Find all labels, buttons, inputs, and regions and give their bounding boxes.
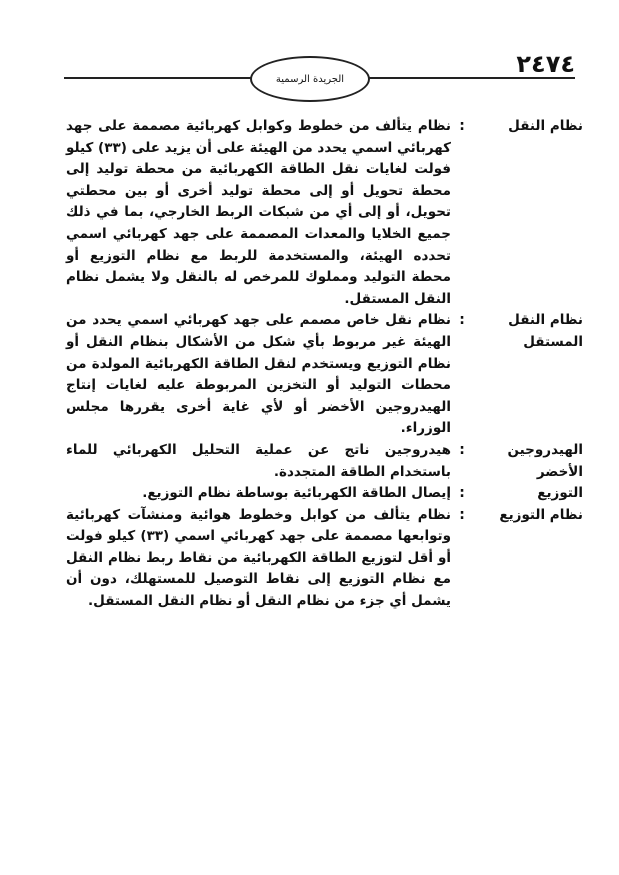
term: التوزيع xyxy=(537,485,583,502)
gazette-title-oval xyxy=(250,56,370,102)
term: نظام النقل xyxy=(508,118,583,134)
definition-text: نظام نقل خاص مصمم على جهد كهربائي اسمي يحدد من الهيئة غير مربوط بأي شكل من الأشكال بنظام النقل أو نظام التوزيع ويستخدم لنقل الطاقة الكهربائية المولدة من محطات التوليد أو التخزين المربوطة عليه لغايات إنتاج الهيدروجين الأخضر أو لأي غاية أخرى يقررها مجلس الوزراء. xyxy=(66,312,451,437)
definition-entry xyxy=(66,116,583,310)
colon-separator: : xyxy=(459,441,465,458)
definition-entry xyxy=(66,440,583,483)
term: نظام التوزيع xyxy=(499,506,583,523)
definition-text: إيصال الطاقة الكهربائية بوساطة نظام التوزيع. xyxy=(142,485,451,502)
colon-separator: : xyxy=(459,506,465,523)
definitions-list xyxy=(66,116,583,613)
colon-separator: : xyxy=(459,312,465,329)
gazette-title: الجريدة الرسمية xyxy=(275,73,345,85)
definition-text: نظام يتألف من خطوط وكوابل كهربائية مصممة على جهد كهربائي اسمي يحدد من الهيئة على أن يزيد على (٣٣) كيلو فولت لغايات نقل الطاقة الكهربائية من محطة توليد إلى محطة تحويل أو إلى محطة توليد أخرى أو بين محطتي تحويل، أو إلى أي من شبكات الربط الخارجي، بما في ذلك جميع الخلايا والمعدات المصممة على جهد كهربائي اسمي تحدده الهيئة، والمستخدمة للربط مع نظام التوزيع أو محطة التوليد ومملوك للمرخص له بالنقل ولا يشمل نظام النقل المستقل. xyxy=(66,118,451,307)
term: نظام النقل المستقل xyxy=(508,312,583,350)
definition-entry xyxy=(66,310,583,440)
definition-text: هيدروجين ناتج عن عملية التحليل الكهربائي للماء باستخدام الطاقة المتجددة. xyxy=(66,441,451,480)
definition-text: نظام يتألف من كوابل وخطوط هوائية ومنشآت كهربائية وتوابعها مصممة على جهد كهربائي اسمي (٣٣) كيلو فولت أو أقل لتوزيع الطاقة الكهربائية من نقاط ربط نظام النقل مع نظام التوزيع إلى نقاط التوصيل للمستهلك، دون أن يشمل أي جزء من نظام النقل أو نظام النقل المستقل. xyxy=(66,506,451,610)
page-number: ٢٤٧٤ xyxy=(516,50,575,78)
colon-separator: : xyxy=(459,118,465,134)
definition-entry xyxy=(66,505,583,613)
definition-entry xyxy=(66,483,583,505)
colon-separator: : xyxy=(459,485,465,502)
term: الهيدروجين الأخضر xyxy=(507,441,583,480)
